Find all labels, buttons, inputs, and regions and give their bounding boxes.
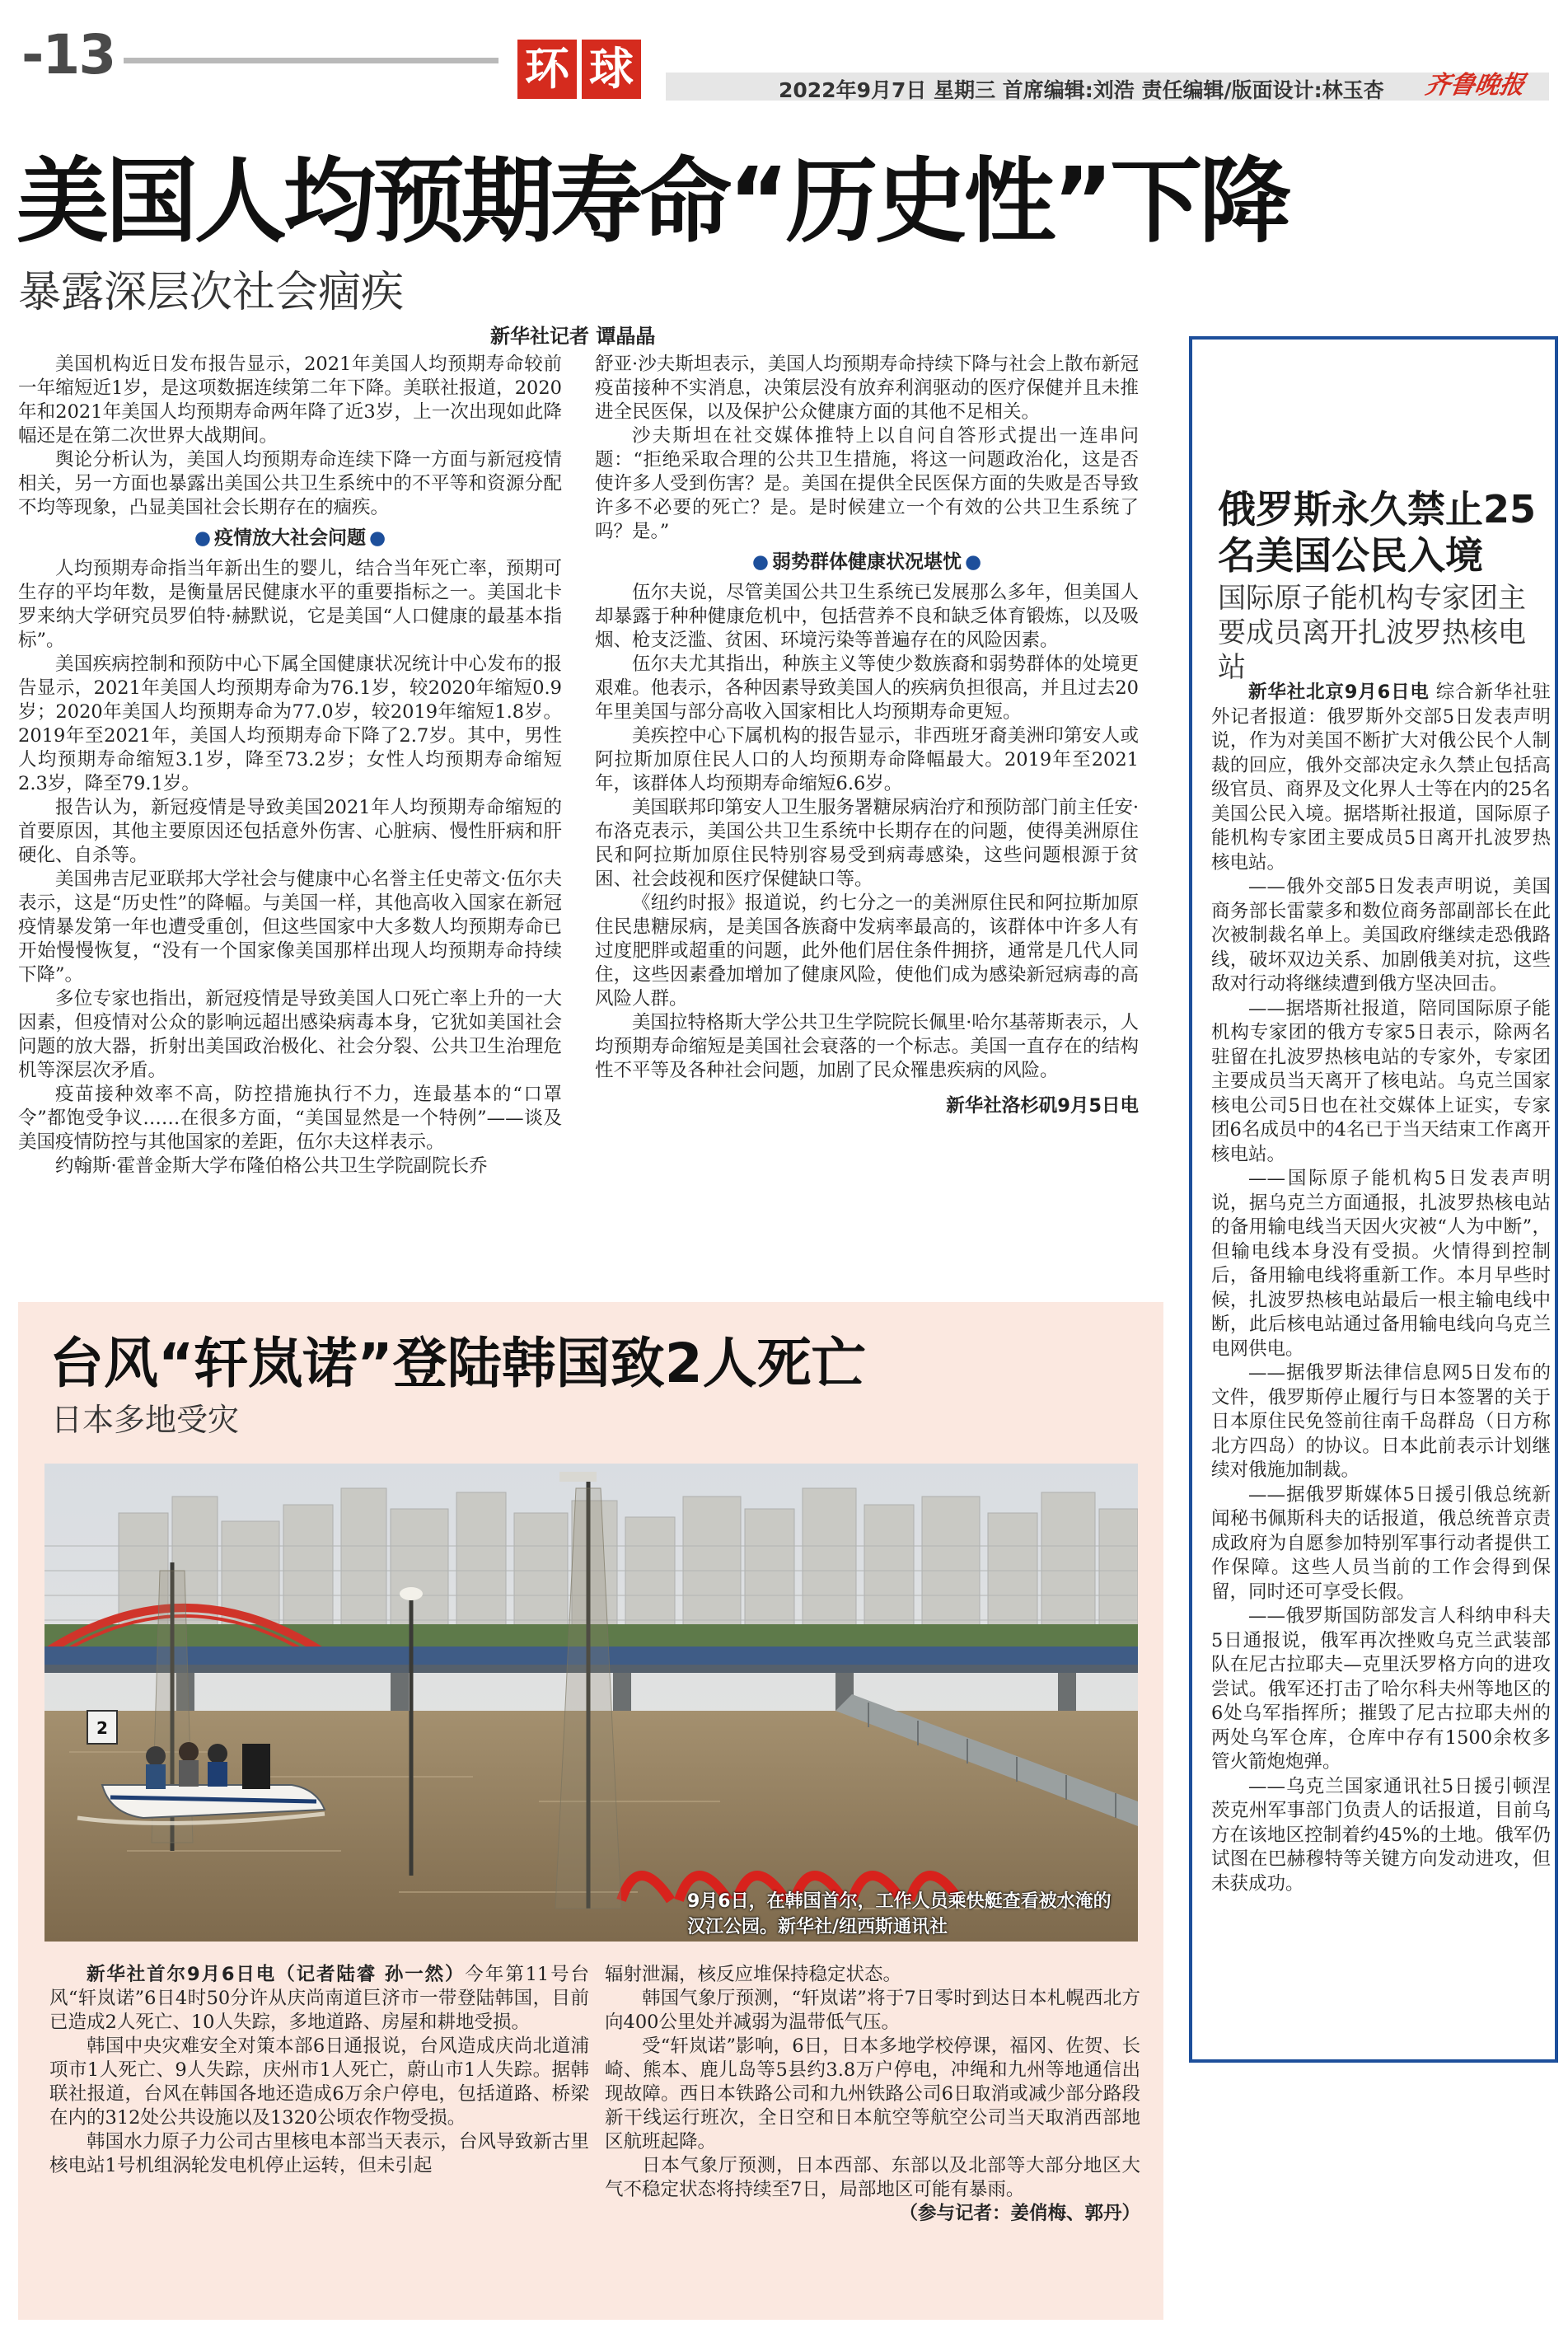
paragraph: 受“轩岚诺”影响，6日，日本多地学校停课，福冈、佐贺、长崎、熊本、鹿儿岛等5县约3.8万户停电，冲绳和九州等地通信出现故障。西日本铁路公司和九州铁路公司6日取消或减少部分路段新干线运行班次，全日空和日本航空等航空公司当天取消西部地区航班起降。 <box>605 2035 1140 2152</box>
paragraph: 《纽约时报》报道说，约七分之一的美洲原住民和阿拉斯加原住民患糖尿病，是美国各族裔中发病率最高的，该群体中许多人有过度肥胖或超重的问题，此外他们居住条件拥挤，通常是几代人同住，这些因素叠加增加了健康风险，使他们成为感染新冠病毒的高风险人群。 <box>595 892 1139 1009</box>
paragraph: ——俄外交部5日发表声明说，美国商务部长雷蒙多和数位商务部副部长在此次被制裁名单上。美国政府继续走恐俄路线，破坏双边关系、加剧俄美对抗，这些敌对行动将继续遭到俄方坚决回击。 <box>1211 876 1551 995</box>
section-badge-char: 球 <box>582 40 641 99</box>
paragraph: 美国拉特格斯大学公共卫生学院院长佩里·哈尔基蒂斯表示，人均预期寿命缩短是美国社会衰落的一个标志。美国一直存在的结构性不平等及各种社会问题，加剧了民众罹患疾病的风险。 <box>595 1012 1139 1081</box>
buoy-number: 2 <box>96 1718 108 1738</box>
closing-dateline: 新华社洛杉矶9月5日电 <box>946 1095 1139 1117</box>
typhoon-lead-text: 今年第11号台风“轩岚诺”6日4时50分许从庆尚南道巨济市一带登陆韩国，目前已造成2人死亡、10人失踪，多地道路、房屋和耕地受损。 <box>49 1964 589 2033</box>
paragraph: 日本气象厅预测，日本西部、东部以及北部等大部分地区大气不稳定状态将持续至7日，局部地区可能有暴雨。 <box>605 2155 1140 2200</box>
sidebar-lead-text: 综合新华社驻外记者报道：俄罗斯外交部5日发表声明说，作为对美国不断扩大对俄公民个人制裁的回应，俄外交部决定永久禁止包括高级官员、商界及文化界人士等在内的25名美国公民入境。据塔斯社报道，国际原子能机构专家团主要成员5日离开扎波罗热核电站。 <box>1211 682 1551 874</box>
paragraph: 韩国水力原子力公司古里核电本部当天表示，台风导致新古里核电站1号机组涡轮发电机停止运转，但未引起 <box>49 2131 589 2176</box>
paragraph: 美国联邦印第安人卫生服务署糖尿病治疗和预防部门前主任安·布洛克表示，美国公共卫生系统中长期存在的问题，使得美洲原住民和阿拉斯加原住民特别容易受到病毒感染，这些问题根源于贫困、社会歧视和医疗保健缺口等。 <box>595 797 1139 890</box>
paragraph: ——乌克兰国家通讯社5日援引顿涅茨克州军事部门负责人的话报道，目前乌方在该地区控制着约45%的土地。俄军仍试图在巴赫穆特等关键方向发动进攻，但未获成功。 <box>1211 1775 1551 1895</box>
paragraph: 辐射泄漏，核反应堆保持稳定状态。 <box>605 1964 902 1985</box>
paragraph: ——国际原子能机构5日发表声明说，据乌克兰方面通报，扎波罗热核电站的备用输电线当天因火灾被“人为中断”，但输电线本身没有受损。火情得到控制后，备用输电线将重新工作。本月早些时候，扎波罗热核电站最后一根主输电线中断，此后核电站通过备用输电线向乌克兰电网供电。 <box>1211 1168 1551 1360</box>
flood-photo-illustration <box>44 1464 1138 1942</box>
paragraph: 报告认为，新冠疫情是导致美国2021年人均预期寿命缩短的首要原因，其他主要原因还包括意外伤害、心脏病、慢性肝病和肝硬化、自杀等。 <box>18 797 562 866</box>
masthead-logo: 齐鲁晚报 <box>1423 71 1528 100</box>
paragraph: ——据塔斯社报道，陪同国际原子能机构专家团的俄方专家5日表示，除两名驻留在扎波罗热核电站的专家外，专家团主要成员当天离开了核电站。乌克兰国家核电公司5日也在社交媒体上证实，专家团6名成员中的4名已于当天结束工作离开核电站。 <box>1211 997 1551 1165</box>
paragraph: 韩国中央灾难安全对策本部6日通报说，台风造成庆尚北道浦项市1人死亡、9人失踪，庆州市1人死亡，蔚山市1人失踪。据韩联社报道，台风在韩国各地还造成6万余户停电，包括道路、桥梁在内的312处公共设施以及1320公顷农作物受损。 <box>49 2035 589 2129</box>
typhoon-column-1 <box>49 1963 589 2309</box>
paragraph: ——据俄罗斯法律信息网5日发布的文件，俄罗斯停止履行与日本签署的关于日本原住民免签前往南千岛群岛（日方称北方四岛）的协议。日本此前表示计划继续对俄施加制裁。 <box>1211 1362 1551 1481</box>
section-heading: ● 弱势群体健康状况堪忧 ● <box>595 550 1139 574</box>
paragraph: 韩国气象厅预测，“轩岚诺”将于7日零时到达日本札幌西北方向400公里处并减弱为温带低气压。 <box>605 1988 1140 2033</box>
paragraph: 舒亚·沙夫斯坦表示，美国人均预期寿命持续下降与社会上散布新冠疫苗接种不实消息，决策层没有放弃利润驱动的医疗保健并且未推进全民医保，以及保护公众健康方面的其他不足相关。 <box>595 354 1139 423</box>
paragraph: 伍尔夫说，尽管美国公共卫生系统已发展那么多年，但美国人却暴露于种种健康危机中，包括营养不良和缺乏体育锻炼，以及吸烟、枪支泛滥、贫困、环境污染等普遍存在的风险因素。 <box>595 582 1139 651</box>
sidebar-headline: 俄罗斯永久禁止25名美国公民入境 <box>1218 487 1537 578</box>
paragraph: 美国机构近日发布报告显示，2021年美国人均预期寿命较前一年缩短近1岁，是这项数据连续第二年下降。美联社报道，2020年和2021年美国人均预期寿命两年降了近3岁，上一次出现如此降幅还是在第二次世界大战期间。 <box>18 354 562 447</box>
paragraph: 沙夫斯坦在社交媒体推特上以自问自答形式提出一连串问题：“拒绝采取合理的公共卫生措施，将这一问题政治化，这是否使许多人受到伤害？是。美国在提供全民医保方面的失败是否导致许多不必要的死亡？是。是时候建立一个有效的公共卫生系统了吗？是。” <box>595 425 1139 542</box>
paragraph: 多位专家也指出，新冠疫情是导致美国人口死亡率上升的一大因素，但疫情对公众的影响远超出感染病毒本身，它犹如美国社会问题的放大器，折射出美国政治极化、社会分裂、公共卫生治理危机等深层次矛盾。 <box>18 988 562 1081</box>
section-heading: ● 疫情放大社会问题 ● <box>18 527 562 550</box>
lead-column-2 <box>595 353 1139 1251</box>
typhoon-story <box>18 1302 1163 2320</box>
sidebar-body <box>1211 681 1551 2049</box>
sidebar-deck: 国际原子能机构专家团主要成员离开扎波罗热核电站 <box>1218 582 1526 684</box>
paragraph: ——据俄罗斯媒体5日援引俄总统新闻秘书佩斯科夫的话报道，俄总统普京责成政府为自愿参加特别军事行动者提供工作保障。这些人员当前的工作会得到保留，同时还可享受长假。 <box>1211 1483 1551 1603</box>
lead-column-1 <box>18 353 562 1251</box>
typhoon-deck: 日本多地受灾 <box>51 1402 240 1438</box>
paragraph: 美国疾病控制和预防中心下属全国健康状况统计中心发布的报告显示，2021年美国人均预期寿命为76.1岁，较2020年缩短0.9岁；2020年美国人均预期寿命为77.0岁，较2019年缩短1.8岁。2019年至2021年，美国人均预期寿命下降了2.7岁。其中，男性人均预期寿命缩短3.1岁，降至73.2岁；女性人均预期寿命缩短2.3岁，降至79.1岁。 <box>18 653 562 794</box>
header-rule <box>124 58 498 63</box>
paragraph: 人均预期寿命指当年新出生的婴儿，结合当年死亡率，预期可生存的平均年数，是衡量居民健康水平的重要指标之一。美国北卡罗来纳大学研究员罗伯特·赫默说，它是美国“人口健康的最基本指标”。 <box>18 558 562 651</box>
paragraph: 舆论分析认为，美国人均预期寿命连续下降一方面与新冠疫情相关，另一方面也暴露出美国公共卫生系统中的不平等和资源分配不均等现象，凸显美国社会长期存在的痼疾。 <box>18 449 562 518</box>
paragraph: 美疾控中心下属机构的报告显示，非西班牙裔美洲印第安人或阿拉斯加原住民人口的人均预期寿命降幅最大。2019年至2021年，该群体人均预期寿命缩短6.6岁。 <box>595 725 1139 794</box>
paragraph <box>49 1963 589 2035</box>
paragraph: 约翰斯·霍普金斯大学布隆伯格公共卫生学院副院长乔 <box>55 1155 488 1177</box>
lead-headline: 美国人均预期寿命“历史性”下降 <box>16 148 1289 255</box>
issue-dateline: 2022年9月7日 星期三 首席编辑:刘浩 责任编辑/版面设计:林玉杏 <box>779 78 1384 102</box>
paragraph <box>1211 681 1551 875</box>
paragraph: 伍尔夫尤其指出，种族主义等使少数族裔和弱势群体的处境更艰难。他表示，各种因素导致美国人的疾病负担很高，并且过去20年里美国与部分高收入国家相比人均预期寿命更短。 <box>595 653 1139 723</box>
sidebar-lead-tag: 新华社北京9月6日电 <box>1248 682 1430 703</box>
lead-byline: 新华社记者 谭晶晶 <box>490 325 656 348</box>
lead-subhead: 暴露深层次社会痼疾 <box>18 268 405 317</box>
reporter-credit: （参与记者：姜俏梅、郭丹） <box>899 2203 1140 2224</box>
photo-caption: 9月6日，在韩国首尔，工作人员乘快艇查看被水淹的汉江公园。新华社/纽西斯通讯社 <box>687 1891 1112 1937</box>
paragraph: ——俄罗斯国防部发言人科纳申科夫5日通报说，俄军再次挫败乌克兰武装部队在尼古拉耶夫—克里沃罗格方向的进攻尝试。俄军还打击了哈尔科夫州等地区的6处乌军指挥所；摧毁了尼古拉耶夫州的两处乌军仓库，仓库中存有1500余枚多管火箭炮炮弹。 <box>1211 1605 1551 1773</box>
typhoon-headline: 台风“轩岚诺”登陆韩国致2人死亡 <box>49 1332 866 1395</box>
paragraph: 美国弗吉尼亚联邦大学社会与健康中心名誉主任史蒂文·伍尔夫表示，这是“历史性”的降幅。与美国一样，其他高收入国家在新冠疫情暴发第一年也遭受重创，但这些国家中大多数人均预期寿命已开始慢慢恢复，“没有一个国家像美国那样出现人均预期寿命持续下降”。 <box>18 869 562 986</box>
typhoon-column-2 <box>605 1963 1140 2309</box>
section-badge <box>517 40 641 99</box>
section-badge-char: 环 <box>517 40 577 99</box>
page-number: -13 <box>21 23 115 87</box>
typhoon-lead-tag: 新华社首尔9月6日电（记者陆睿 孙一然） <box>87 1964 466 1985</box>
paragraph: 疫苗接种效率不高，防控措施执行不力，连最基本的“口罩令”都饱受争议……在很多方面，“美国显然是一个特例”——谈及美国疫情防控与其他国家的差距，伍尔夫这样表示。 <box>18 1084 562 1153</box>
flood-photo <box>44 1464 1138 1942</box>
